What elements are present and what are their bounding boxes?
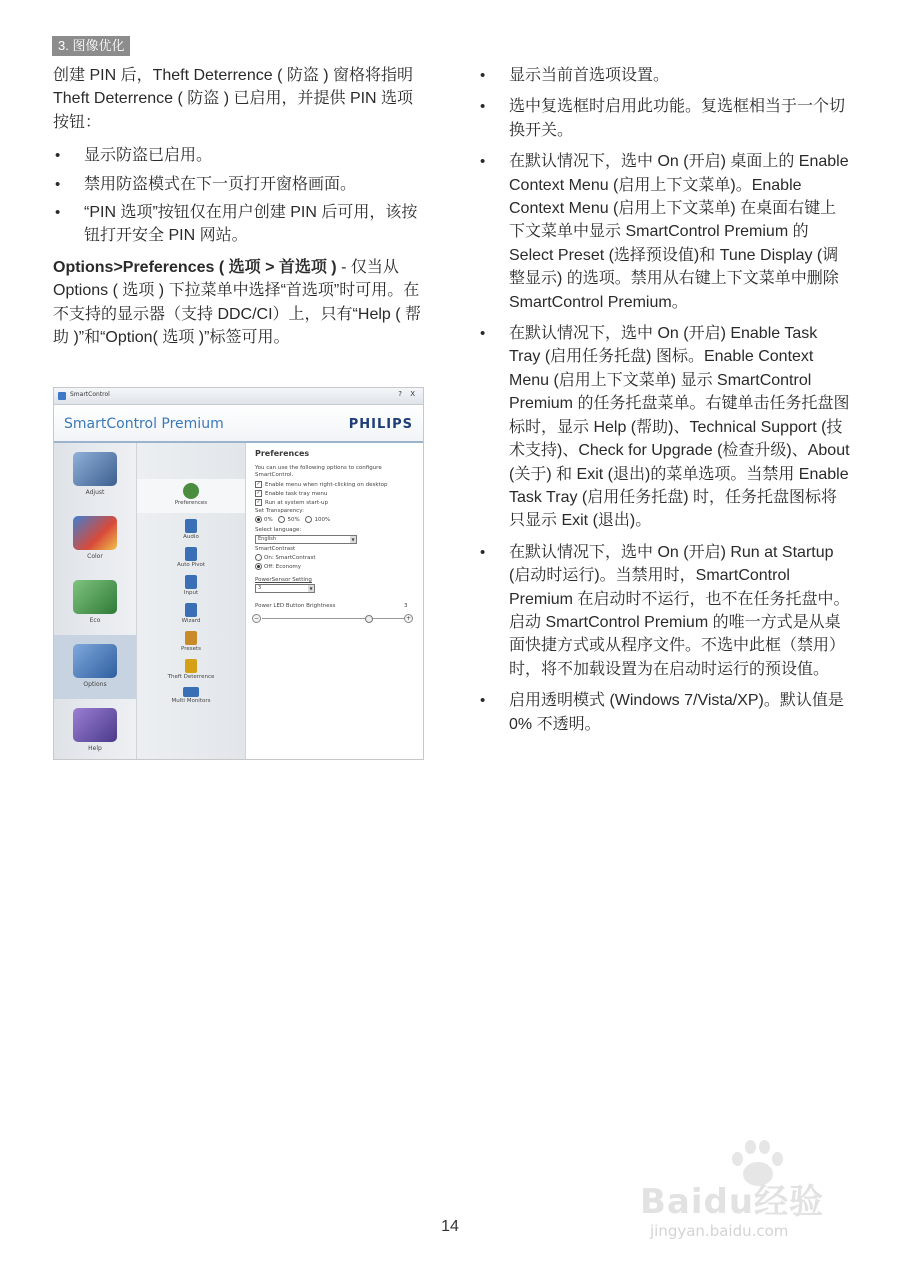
left-column	[53, 64, 425, 349]
radio-label: 50%	[287, 517, 300, 523]
nav-item-eco[interactable]	[54, 571, 136, 635]
sub-label: Preferences	[174, 500, 208, 506]
main-nav	[54, 443, 137, 759]
sub-label: Theft Deterrence	[167, 674, 215, 680]
section-tag: 3. 图像优化	[52, 36, 130, 56]
sub-item-theft-deterrence[interactable]	[137, 659, 245, 680]
radio-0[interactable]	[255, 516, 262, 523]
multi-monitor-icon	[183, 687, 199, 697]
nav-label: Eco	[89, 617, 101, 624]
watermark-brand: Baidu经验	[640, 1182, 825, 1222]
sub-label: Presets	[180, 646, 201, 652]
sub-item-input[interactable]	[137, 575, 245, 596]
panel-intro: You can use the following options to configure	[255, 465, 382, 471]
options-submenu	[137, 443, 246, 759]
led-plus-button[interactable]: +	[405, 615, 412, 622]
language-label: Select language:	[255, 527, 302, 533]
panel-title: Preferences	[255, 449, 310, 458]
list-item: • 显示当前首选项设置。	[478, 64, 850, 87]
radio-50[interactable]	[278, 516, 285, 523]
powersensor-select[interactable]	[255, 584, 315, 593]
radio-label: 100%	[314, 517, 331, 523]
context-menu-checkbox[interactable]	[255, 481, 388, 488]
nav-item-help[interactable]	[54, 699, 136, 760]
preferences-heading: Options>Preferences ( 选项 > 首选项 )	[53, 258, 337, 276]
window-buttons[interactable]: ? X	[398, 390, 418, 398]
watermark-url: jingyan.baidu.com	[650, 1222, 789, 1240]
sub-item-presets[interactable]	[137, 631, 245, 652]
preferences-body: 仅当从 Options ( 选项 ) 下拉菜单中选择“首选项”时可用。在不支持的显示器（支持 DDC/CI）上，只有“Help ( 帮助 )”和“Option( 选项 )”标签可用。	[53, 258, 422, 347]
preferences-panel	[252, 443, 419, 759]
checkbox-checked[interactable]: ✓	[256, 490, 261, 496]
powersensor-value: 3	[258, 585, 262, 591]
led-slider-track[interactable]	[262, 618, 404, 619]
radio-label: On: SmartContrast	[264, 555, 316, 561]
radio-label: 0%	[264, 517, 273, 523]
led-value: 3	[404, 603, 408, 609]
preferences-paragraph	[53, 256, 425, 350]
heading-dash: -	[336, 258, 351, 276]
list-item: • “PIN 选项”按钮仅在用户创建 PIN 后可用，该按钮打开安全 PIN 网站。	[53, 201, 425, 248]
wizard-icon	[185, 603, 197, 617]
input-icon	[185, 575, 197, 589]
led-slider-thumb[interactable]	[365, 615, 373, 623]
sub-item-audio[interactable]	[137, 519, 245, 540]
list-item: • 选中复选框时启用此功能。复选框相当于一个切换开关。	[478, 95, 850, 142]
brand-logo: PHILIPS	[348, 417, 413, 432]
lock-icon	[185, 659, 197, 673]
checkbox-checked[interactable]: ✓	[256, 481, 261, 487]
intro-paragraph: 创建 PIN 后，Theft Deterrence ( 防盗 ) 窗格将指明 Theft Deterrence ( 防盗 ) 已启用，并提供 PIN 选项按钮：	[53, 67, 414, 131]
nav-item-adjust[interactable]	[54, 443, 136, 507]
nav-label: Options	[83, 681, 107, 688]
adjust-icon	[73, 452, 117, 486]
left-bullet-list	[53, 144, 425, 248]
window-titlebar	[54, 388, 423, 405]
options-gear-icon	[73, 644, 117, 678]
nav-item-options[interactable]	[54, 635, 136, 699]
right-bullet-list	[478, 64, 850, 736]
chevron-down-icon: ▼	[351, 537, 355, 542]
sub-item-multi-monitors[interactable]	[137, 687, 245, 704]
task-tray-checkbox[interactable]	[255, 490, 327, 497]
smartcontrast-on[interactable]	[255, 554, 316, 561]
app-header	[54, 405, 423, 443]
radio-button[interactable]	[255, 554, 262, 561]
checkbox-label: Run at system start-up	[265, 500, 328, 506]
preferences-icon	[183, 483, 199, 499]
sub-label: Auto Pivot	[176, 562, 206, 568]
sub-item-preferences[interactable]	[137, 479, 245, 513]
checkbox-label: Enable task tray menu	[265, 491, 328, 497]
app-icon	[58, 392, 66, 400]
list-item: • 在默认情况下，选中 On (开启) 桌面上的 Enable Context Menu (启用上下文菜单)。Enable Context Menu (启用上下文菜单) 在桌面右键上下文菜单中显示 SmartControl Premium 的 Select Preset (选择预设值)和 Tune Display (调整显示) 的选项。禁用从右键上下文菜单中删除 SmartControl Premium。	[478, 150, 850, 314]
list-item: • 显示防盗已启用。	[53, 144, 425, 167]
led-label: Power LED Button Brightness	[255, 603, 336, 609]
help-icon	[73, 708, 117, 742]
run-startup-checkbox[interactable]	[255, 499, 328, 506]
led-minus-button[interactable]: −	[253, 615, 260, 622]
transparency-options	[255, 516, 330, 523]
sub-label: Wizard	[181, 618, 201, 624]
checkbox-label: Enable menu when right-clicking on desktop	[265, 482, 388, 488]
eco-icon	[73, 580, 117, 614]
radio-100[interactable]	[305, 516, 312, 523]
sub-label: Multi Monitors	[171, 698, 211, 704]
baidu-watermark	[638, 1138, 868, 1248]
sub-label: Input	[183, 590, 199, 596]
app-name: SmartControl Premium	[64, 416, 224, 432]
smartcontrol-screenshot	[53, 387, 424, 760]
chevron-down-icon: ▼	[309, 586, 313, 591]
app-body	[54, 443, 423, 759]
sub-item-wizard[interactable]	[137, 603, 245, 624]
auto-pivot-icon	[185, 547, 197, 561]
nav-label: Help	[88, 745, 102, 752]
sub-label: Audio	[183, 534, 199, 540]
powersensor-label: PowerSensor Setting	[255, 577, 312, 583]
checkbox-checked[interactable]: ✓	[256, 499, 261, 505]
smartcontrast-label: SmartContrast	[255, 546, 296, 552]
list-item: • 在默认情况下，选中 On (开启) Run at Startup (启动时运行)。当禁用时，SmartControl Premium 在启动时不运行，也不在任务托盘中。启动 SmartControl Premium 的唯一方式是从桌面快捷方式或从程序文件。不选中此框（禁用）时，将不加载设置为在启动时运行的预设值。	[478, 541, 850, 681]
nav-item-color[interactable]	[54, 507, 136, 571]
list-item: • 启用透明模式 (Windows 7/Vista/XP)。默认值是 0% 不透明。	[478, 689, 850, 736]
transparency-label: Set Transparency:	[255, 508, 304, 514]
page-number: 14	[441, 1218, 459, 1235]
list-item: • 禁用防盗模式在下一页打开窗格画面。	[53, 173, 425, 196]
panel-intro: SmartControl.	[255, 472, 294, 478]
nav-label: Color	[87, 553, 103, 560]
color-icon	[73, 516, 117, 550]
right-column	[478, 64, 850, 744]
audio-icon	[185, 519, 197, 533]
nav-label: Adjust	[85, 489, 105, 496]
radio-label: Off: Economy	[264, 564, 302, 570]
radio-button[interactable]	[255, 563, 262, 570]
language-select[interactable]	[255, 535, 357, 544]
list-item: • 在默认情况下，选中 On (开启) Enable Task Tray (启用任务托盘) 图标。Enable Context Menu (启用上下文菜单) 显示 SmartControl Premium 的任务托盘菜单。右键单击任务托盘图标时，显示 Help (帮助)、Technical Support (技术支持)、Check for Upgrade (检查升级)、About (关于) 和 Exit (退出)的菜单选项。当禁用 Enable Task Tray (启用任务托盘) 时，任务托盘图标将只显示 Exit (退出)。	[478, 322, 850, 533]
language-value: English	[258, 536, 277, 542]
presets-icon	[185, 631, 197, 645]
window-title: SmartControl	[70, 391, 110, 398]
sub-item-auto-pivot[interactable]	[137, 547, 245, 568]
smartcontrast-off[interactable]	[255, 563, 301, 570]
